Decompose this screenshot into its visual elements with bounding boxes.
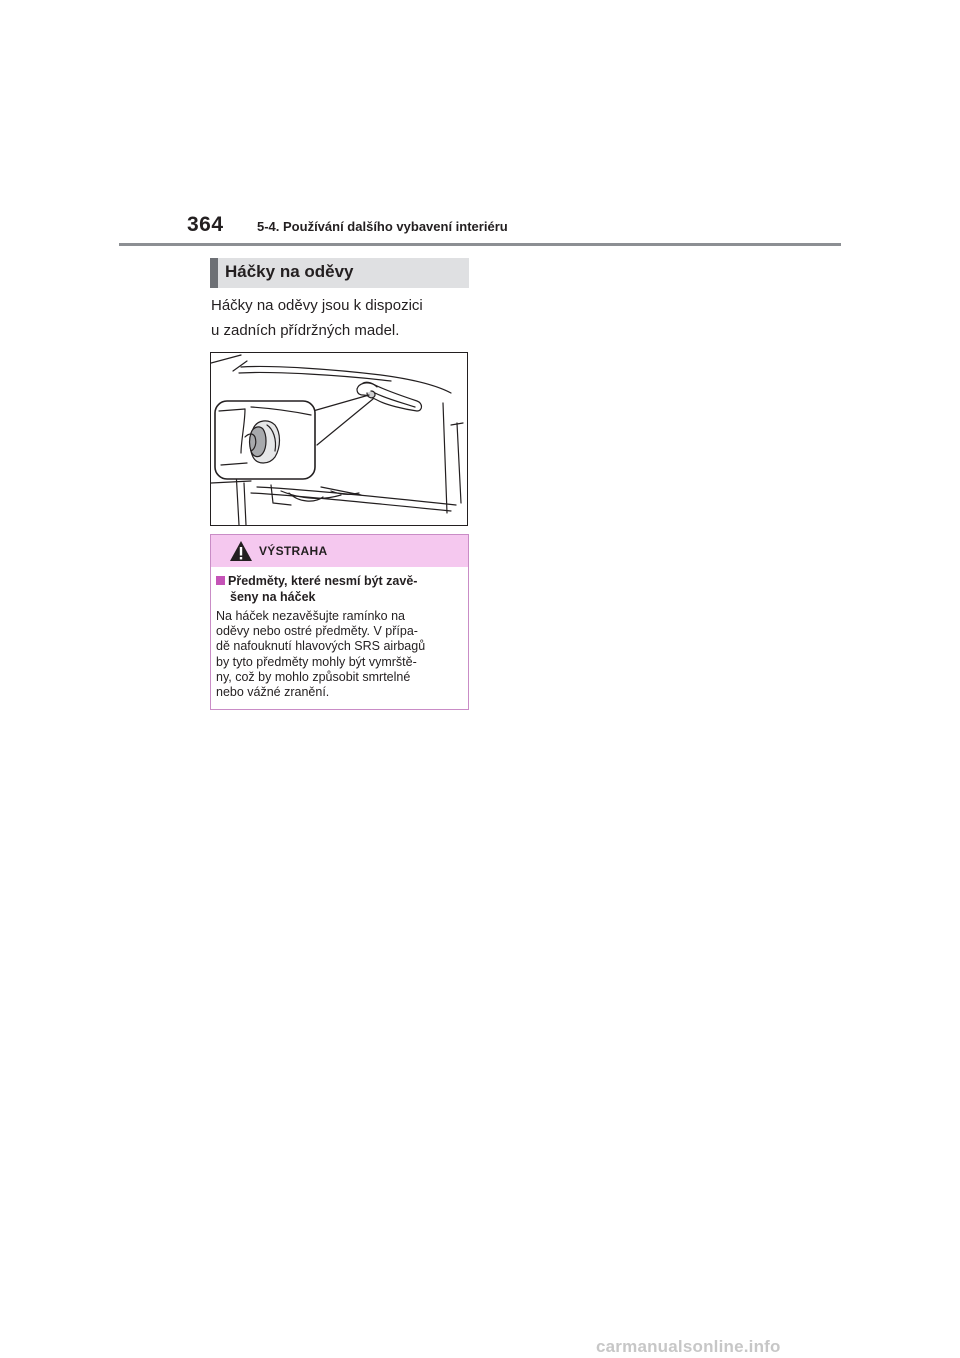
warning-text-line: nebo vážné zranění. bbox=[216, 685, 330, 700]
section-heading-bar bbox=[210, 258, 218, 288]
body-line-2: u zadních přídržných madel. bbox=[211, 321, 400, 339]
section-heading bbox=[210, 258, 469, 288]
header-rule bbox=[119, 243, 841, 246]
warning-subheading-line-1: Předměty, které nesmí být zavě- bbox=[228, 574, 418, 588]
section-heading-text: Háčky na oděvy bbox=[225, 262, 354, 281]
warning-triangle-icon bbox=[229, 540, 253, 562]
warning-subheading bbox=[216, 573, 462, 605]
warning-text-line: ny, což by mohlo způsobit smrtelné bbox=[216, 669, 411, 684]
warning-header bbox=[211, 535, 468, 567]
warning-text-line: Na háček nezavěšujte ramínko na bbox=[216, 609, 405, 623]
square-bullet-icon bbox=[216, 576, 225, 585]
body-line-1: Háčky na oděvy jsou k dispozici bbox=[211, 297, 423, 314]
warning-subheading-line-2: šeny na háček bbox=[230, 590, 316, 604]
page-number: 364 bbox=[187, 213, 224, 236]
coat-hook-figure bbox=[210, 352, 468, 526]
watermark[interactable]: carmanualsonline.info bbox=[596, 1337, 781, 1356]
warning-text-line: dě nafouknutí hlavových SRS airbagů bbox=[216, 639, 426, 654]
warning-text-line: oděvy nebo ostré předměty. V přípa- bbox=[216, 624, 418, 639]
section-body bbox=[211, 294, 471, 343]
warning-text bbox=[216, 609, 466, 700]
chapter-title: 5-4. Používání dalšího vybavení interiéru bbox=[257, 219, 508, 234]
warning-text-line: by tyto předměty mohly být vymrště- bbox=[216, 654, 417, 669]
coat-hook-illustration-icon bbox=[211, 353, 467, 525]
warning-box bbox=[210, 534, 469, 710]
warning-title: VÝSTRAHA bbox=[259, 544, 328, 558]
